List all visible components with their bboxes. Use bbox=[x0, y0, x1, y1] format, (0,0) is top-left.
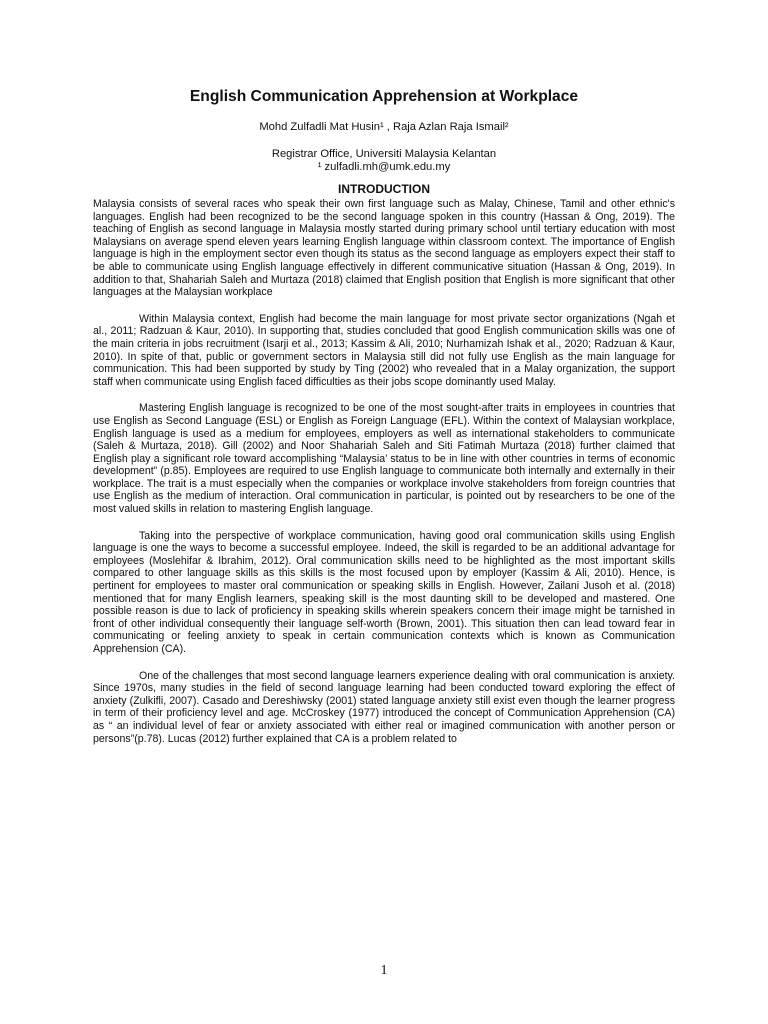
page-number: 1 bbox=[380, 963, 388, 978]
paper-title: English Communication Apprehension at Workplace bbox=[189, 88, 579, 105]
section-heading: INTRODUCTION bbox=[338, 182, 430, 196]
document-page bbox=[93, 86, 675, 1024]
paragraph: Taking into the perspective of workplace communication, having good oral communication skills using English language is one the ways to become a successful employee. Indeed, the skill is regarded to be an additional advantage for employees (Moslehifar & Ibrahim, 2012). Oral communication skills need to be highlighted as the most important skills compared to other language skills as this skills is the most focused upon by employer (Kassim & Ali, 2010). Hence, is pertinent for employees to master oral communication or speaking skills in English. However, Zailani Jusoh et al. (2018) mentioned that for many English learners, speaking skill is the most daunting skill to be developed and mastered. One possible reason is due to lack of proficiency in speaking skills wherein speakers concern their image might be tarnished in front of other individual consequently their language self-worth (Brown, 2001). This situation then can lead toward fear in communicating or feeling anxiety to speak in certain communication contexts which is known as Communication Apprehension (CA). bbox=[93, 529, 675, 655]
author-email: ¹ zulfadli.mh@umk.edu.my bbox=[317, 161, 451, 173]
author-list: Mohd Zulfadli Mat Husin¹ , Raja Azlan Raja Ismail² bbox=[259, 121, 509, 133]
paragraph: One of the challenges that most second language learners experience dealing with oral communication is anxiety. Since 1970s, many studies in the field of second language learning had been conducted toward exploring the effect of anxiety (Zulkifli, 2007). Casado and Dereshiwsky (2001) stated language anxiety still exist even though the learner progress in term of their proficiency level and age. McCroskey (1977) introduced the concept of Communication Apprehension (CA) as “ an individual level of fear or anxiety associated with either real or imagined communication with another person or persons”(p.78). Lucas (2012) further explained that CA is a problem related to bbox=[93, 669, 675, 745]
paragraph: Mastering English language is recognized to be one of the most sought-after traits in employees in countries that use English as Second Language (ESL) or English as Foreign Language (EFL). Within the context of Malaysian workplace, English language is used as a medium for employees, employers as well as international stakeholders to communicate (Saleh & Murtaza, 2018). Gill (2002) and Noor Shahariah Saleh and Siti Fatimah Murtaza (2018) further claimed that English play a significant role toward accomplishing “Malaysia’ status to be in line with other countries in terms of economic development” (p.85). Employees are required to use English language to communicate both internally and externally in their workplace. The trait is a must especially when the companies or workplace involve stakeholders from foreign countries that use English as the medium of interaction. Oral communication in particular, is pointed out by researchers to be one of the most valued skills in relation to mastering English language. bbox=[93, 402, 675, 516]
paragraph: Within Malaysia context, English had become the main language for most private sector organizations (Ngah et al., 2011; Radzuan & Kaur, 2010). In supporting that, studies concluded that good English communication skills was one of the main criteria in jobs recruitment (Isarji et al., 2013; Kassim & Ali, 2010; Nurhamizah Ishak et al., 2020; Radzuan & Kaur, 2010). In spite of that, public or government sectors in Malaysia still did not fully use English as the main language for communication. This had been supported by study by Ting (2002) who revealed that in a Malay organization, the support staff when communicate using English faced difficulties as their jobs scope dominantly used Malay. bbox=[93, 312, 675, 388]
paragraph: Malaysia consists of several races who speak their own first language such as Malay, Chinese, Tamil and other ethnic's languages. English had been recognized to be the second language spoken in this country (Hassan & Ong, 2019). The teaching of English as second language in Malaysia mostly started during primary school until tertiary education with most Malaysians on average spend eleven years learning English language within classroom context. The importance of English language is high in the employment sector even though its status as the second language as employers expect their staff to be able to communicate using English language effectively in different communicative situation (Hassan & Ong, 2019). In addition to that, Shahariah Saleh and Murtaza (2018) claimed that English position that English is more significant that other languages at the Malaysian workplace bbox=[93, 198, 675, 299]
affiliation: Registrar Office, Universiti Malaysia Kelantan bbox=[271, 148, 497, 160]
